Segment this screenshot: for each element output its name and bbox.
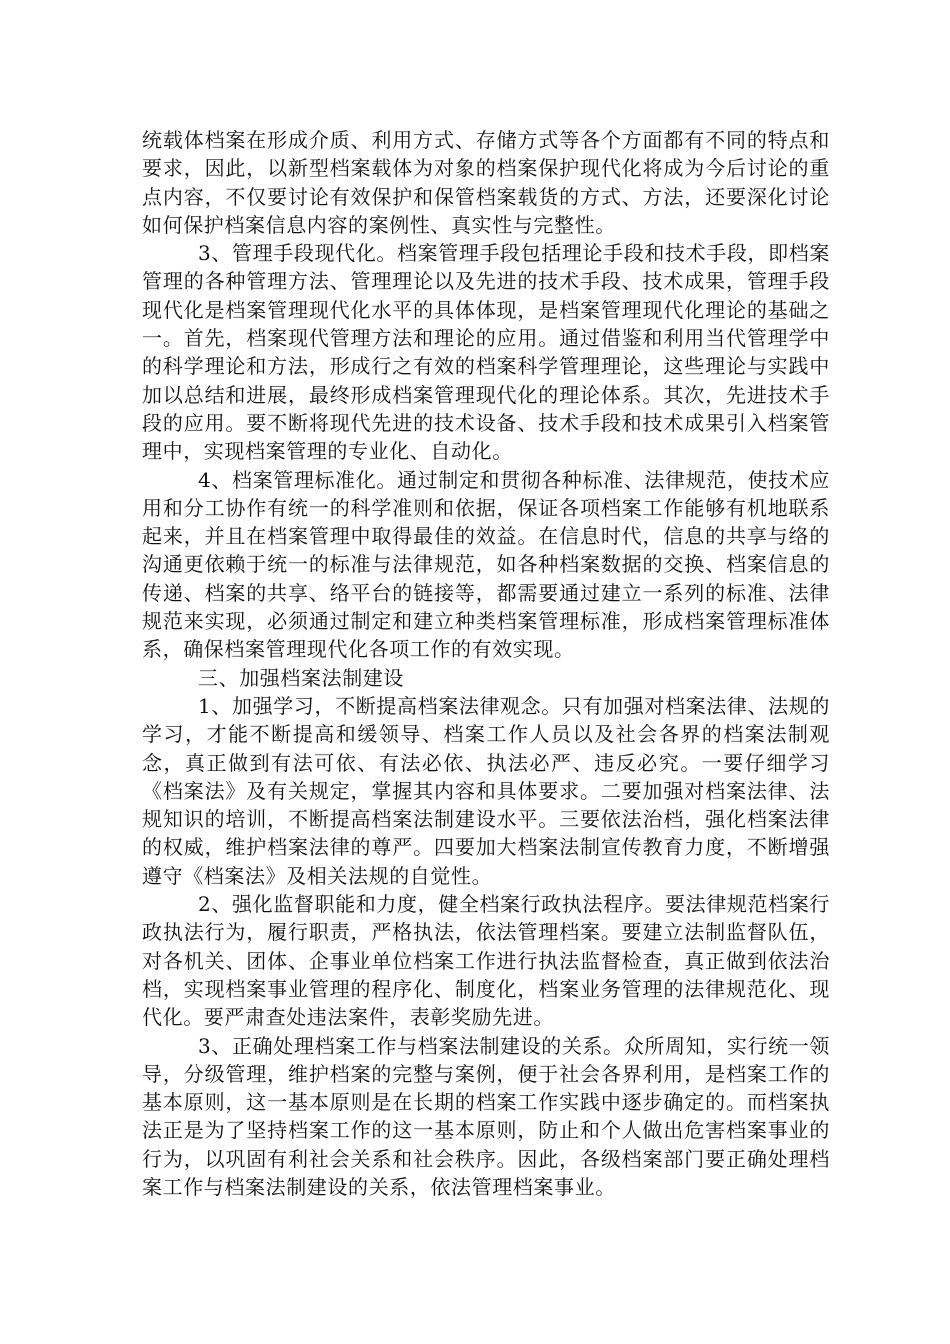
paragraph-supervision: 2、强化监督职能和力度，健全档案行政执法程序。要法律规范档案行政执法行为，履行职责，严格执法，依法管理档案。要建立法制监督队伍，对各机关、团体、企事业单位档案工作进行执法监督检查，真正做到依法治档，实现档案事业管理的程序化、制度化，档案业务管理的法律规范化、现代化。要严肃查处违法案件，表彰奖励先进。: [142, 892, 830, 1030]
paragraph-continuation: 统载体档案在形成介质、利用方式、存储方式等各个方面都有不同的特点和要求，因此，以新型档案载体为对象的档案保护现代化将成为今后讨论的重点内容，不仅要讨论有效保护和保管档案载货的方式、方法，还要深化讨论如何保护档案信息内容的案例性、真实性与完整性。: [142, 128, 830, 237]
paragraph-management-means: 3、管理手段现代化。档案管理手段包括理论手段和技术手段，即档案管理的各种管理方法、管理理论以及先进的技术手段、技术成果，管理手段现代化是档案管理现代化水平的具体体现，是档案管理现代化理论的基础之一。首先，档案现代管理方法和理论的应用。通过借鉴和利用当代管理学中的科学理论和方法，形成行之有效的档案科学管理理论，这些理论与实践中加以总结和进展，最终形成档案管理现代化的理论体系。其次，先进技术手段的应用。要不断将现代先进的技术设备、技术手段和技术成果引入档案管理中，实现档案管理的专业化、自动化。: [142, 241, 830, 464]
paragraph-standardization: 4、档案管理标准化。通过制定和贯彻各种标准、法律规范，使技术应用和分工协作有统一的科学准则和依据，保证各项档案工作能够有机地联系起来，并且在档案管理中取得最佳的效益。在信息时代，信息的共享与络的沟通更依赖于统一的标准与法律规范，如各种档案数据的交换、档案信息的传递、档案的共享、络平台的链接等，都需要通过建立一系列的标准、法律规范来实现，必须通过制定和建立种类档案管理标准，形成档案管理标准体系，确保档案管理现代化各项工作的有效实现。: [142, 467, 830, 662]
section-heading-legal-construction: 三、加强档案法制建设: [198, 665, 404, 690]
document-body: [142, 126, 830, 1201]
paragraph-strengthen-study: 1、加强学习，不断提高档案法律观念。只有加强对档案法律、法规的学习，才能不断提高和缓领导、档案工作人员以及社会各界的档案法制观念，真正做到有法可依、有法必依、执法必严、违反必究。一要仔细学习《档案法》及有关规定，掌握其内容和具体要求。二要加强对档案法律、法规知识的培训，不断提高档案法制建设水平。三要依法治档，强化档案法律的权威，维护档案法律的尊严。四要加大档案法制宣传教育力度，不断增强遵守《档案法》及相关法规的自觉性。: [142, 693, 830, 888]
paragraph-relationship: 3、正确处理档案工作与档案法制建设的关系。众所周知，实行统一领导，分级管理，维护档案的完整与案例，便于社会各界利用，是档案工作的基本原则，这一基本原则是在长期的档案工作实践中逐步确定的。而档案执法正是为了坚持档案工作的这一基本原则，防止和个人做出危害档案事业的行为，以巩固有利社会关系和社会秩序。因此，各级档案部门要正确处理档案工作与档案法制建设的关系，依法管理档案事业。: [142, 1033, 830, 1199]
